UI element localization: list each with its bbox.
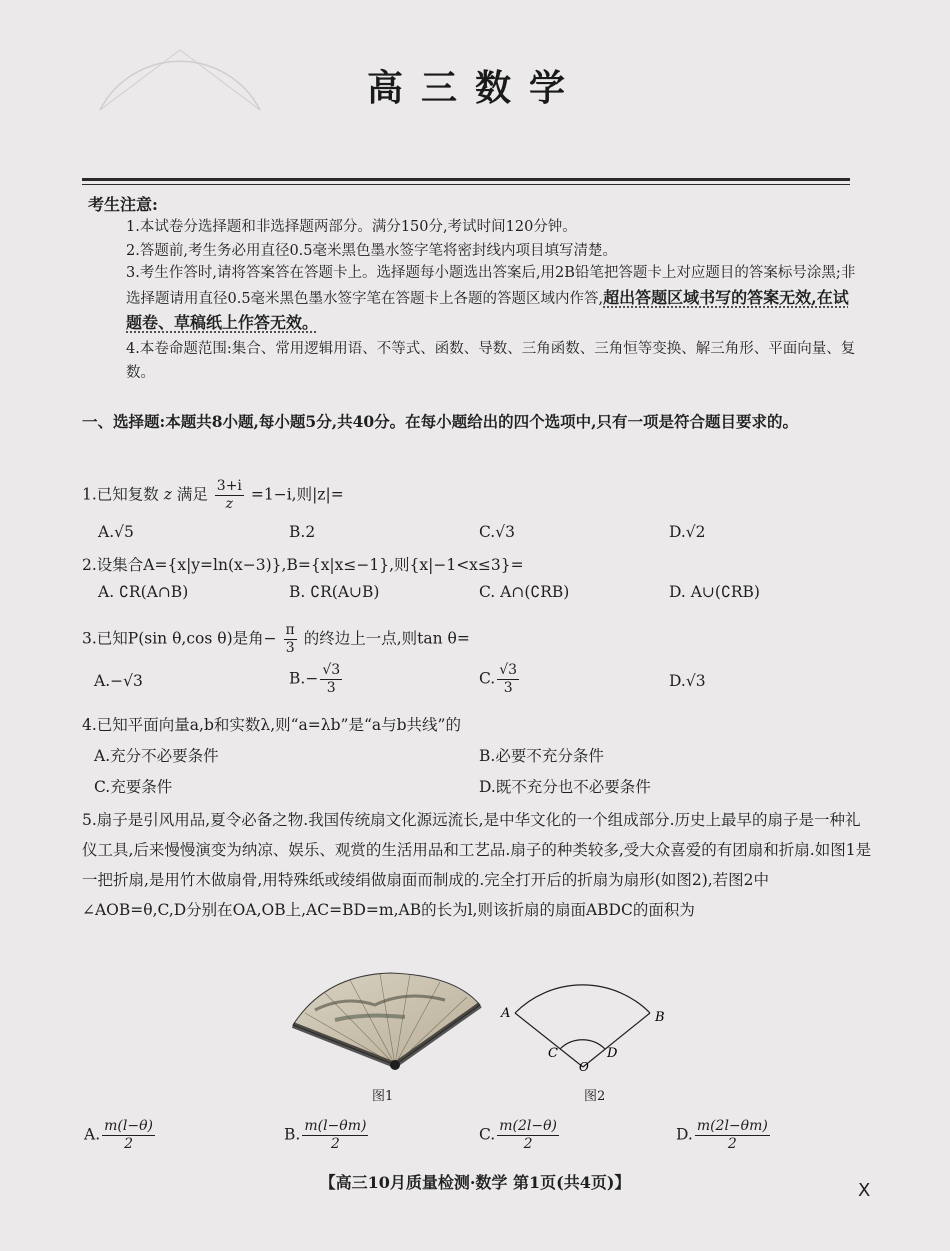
q3-c-label: C. (479, 669, 496, 688)
q4-option-a: A.充分不必要条件 (94, 747, 219, 765)
q3-option-c (479, 662, 521, 697)
q1-option-a: A.√5 (98, 523, 134, 541)
section-heading: 一、选择题:本题共8小题,每小题5分,共40分。在每小题给出的四个选项中,只有一项是符合题目要求的。 (82, 412, 799, 431)
q3-b-num: √3 (322, 662, 341, 678)
q3-c-num: √3 (499, 662, 518, 678)
q2-option-c: C. A∩(∁RB) (479, 583, 570, 601)
q5-option-a (84, 1118, 157, 1153)
question-3 (82, 622, 470, 657)
q5-option-d (676, 1118, 772, 1153)
q3-c-den: 3 (503, 680, 513, 696)
q3-fraction (284, 622, 297, 657)
q3-option-b (289, 662, 344, 697)
q5-a-fraction (102, 1118, 155, 1153)
q3-den: 3 (285, 640, 295, 656)
q5-option-b (284, 1118, 370, 1153)
q5-d-num: m(2l−θm) (696, 1118, 768, 1134)
q4-option-b: B.必要不充分条件 (479, 747, 604, 765)
label-o: O (579, 1060, 589, 1074)
q3-option-a (94, 672, 143, 690)
q3-num: π (285, 622, 295, 638)
q1-fraction (215, 478, 244, 513)
label-c: C (548, 1046, 558, 1061)
q3-c-fraction (497, 662, 519, 697)
q2-option-d: D. A∪(∁RB) (669, 583, 760, 601)
q5-b-fraction (302, 1118, 368, 1153)
q1-option-b: B.2 (289, 523, 316, 541)
label-a: A (501, 1006, 511, 1021)
q3-a-value: −√3 (110, 672, 143, 690)
q3-b-sign: − (305, 669, 319, 688)
q3-b-label: B. (289, 669, 306, 688)
q3-option-d (669, 672, 706, 690)
q5-b-den: 2 (330, 1136, 340, 1152)
q5-d-den: 2 (727, 1136, 737, 1152)
q1-post: =1−i,则|z|= (250, 485, 344, 504)
notice-item-3-emphasis: 超出答题区域书写的答案无效,在试题卷、草稿纸上作答无效。 (126, 287, 849, 332)
header-rule-thin (82, 184, 850, 185)
q3-b-den: 3 (326, 680, 336, 696)
q1-den: z (225, 496, 234, 512)
q3-pre: 3.已知P(sin θ,cos θ)是角− (82, 629, 277, 648)
notice-item-4: 4.本卷命题范围:集合、常用逻辑用语、不等式、函数、导数、三角函数、三角恒等变换、解三角形、平面向量、复数。 (126, 341, 856, 381)
page-title: 高三数学 (366, 67, 583, 109)
notice-item-1: 1.本试卷分选择题和非选择题两部分。满分150分,考试时间120分钟。 (126, 219, 577, 235)
q3-d-label: D. (669, 672, 686, 690)
q5-c-fraction (497, 1118, 559, 1153)
q1-pre: 1.已知复数 (82, 485, 159, 504)
q5-b-num: m(l−θm) (304, 1118, 367, 1134)
folding-fan-figure (285, 965, 485, 1075)
notice-item-2: 2.答题前,考生务必用直径0.5毫米黑色墨水签字笔将密封线内项目填写清楚。 (126, 243, 618, 259)
q5-c-label: C. (479, 1125, 496, 1144)
corner-mark: X (858, 1180, 871, 1201)
header-rule-thick (82, 178, 850, 181)
notice-item-3-text: 3.考生作答时,请将答案答在答题卡上。选择题每小题选出答案后,用2B铅笔把答题卡上对应题目的答案标号涂黑;非选择题请用直径0.5毫米黑色墨水签字笔在答题卡上各题的答题区域内作答, (126, 265, 856, 307)
q5-d-fraction (695, 1118, 770, 1153)
question-5: 5.扇子是引风用品,夏令必备之物.我国传统扇文化源远流长,是中华文化的一个组成部分.历史上最早的扇子是一种礼仪工具,后来慢慢演变为纳凉、娱乐、观赏的生活用品和工艺品.扇子的种类较多,受大众喜爱的有团扇和折扇.如图1是一把折扇,是用竹木做扇骨,用特殊纸或绫绢做扇面而制成的.完全打开后的折扇为扇形(如图2),若图2中∠AOB=θ,C,D分别在OA,OB上,AC=BD=m,AB的长为l,则该折扇的扇面ABDC的面积为 (82, 811, 872, 919)
question-2: 2.设集合A={x|y=ln(x−3)},B={x|x≤−1},则{x|−1<x≤3}= (82, 556, 524, 574)
q5-d-label: D. (676, 1125, 693, 1144)
figure-2-caption: 图2 (584, 1089, 606, 1104)
q4-option-d: D.既不充分也不必要条件 (479, 778, 651, 796)
q4-option-c: C.充要条件 (94, 778, 173, 796)
q5-a-den: 2 (124, 1136, 133, 1152)
q5-a-label: A. (84, 1125, 101, 1144)
label-b: B (655, 1010, 665, 1025)
question-1 (82, 478, 344, 513)
notice-heading: 考生注意: (88, 195, 158, 214)
q3-d-value: √3 (685, 672, 706, 690)
q5-option-c (479, 1118, 561, 1153)
q1-mid: 满足 (176, 485, 208, 504)
q1-var: z (163, 485, 172, 504)
q1-option-d: D.√2 (669, 523, 706, 541)
q3-a-label: A. (94, 672, 111, 690)
page-footer: 【高三10月质量检测·数学 第1页(共4页)】 (319, 1173, 631, 1192)
q1-option-c: C.√3 (479, 523, 515, 541)
q3-b-fraction (320, 662, 342, 697)
q3-post: 的终边上一点,则tan θ= (303, 629, 470, 648)
q5-a-num: m(l−θ) (104, 1118, 153, 1134)
q5-c-num: m(2l−θ) (499, 1118, 557, 1134)
q2-option-a: A. ∁R(A∩B) (98, 583, 189, 601)
question-4: 4.已知平面向量a,b和实数λ,则“a=λb”是“a与b共线”的 (82, 716, 461, 734)
q5-c-den: 2 (523, 1136, 533, 1152)
q2-option-b: B. ∁R(A∪B) (289, 583, 380, 601)
notice-item-3 (126, 262, 856, 337)
q1-num: 3+i (216, 478, 242, 494)
q5-b-label: B. (284, 1125, 301, 1144)
figure-1-caption: 图1 (372, 1089, 394, 1104)
label-d: D (607, 1046, 618, 1061)
sector-diagram (495, 975, 675, 1075)
